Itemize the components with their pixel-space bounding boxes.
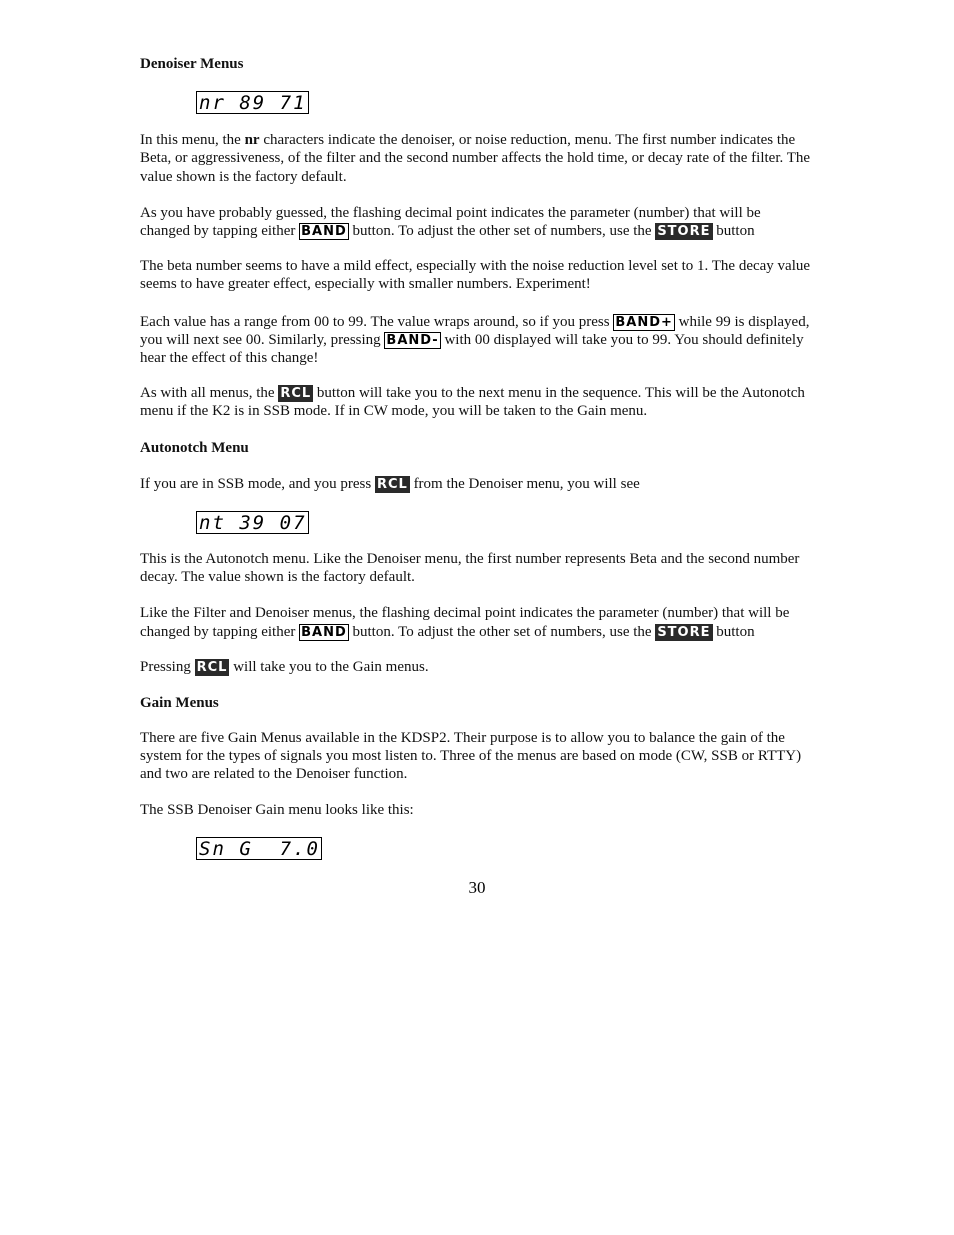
text: button. To adjust the other set of numbers, use the bbox=[348, 223, 656, 240]
paragraph bbox=[140, 658, 812, 676]
band-key-label: BAND bbox=[301, 224, 347, 240]
text: while 99 is displayed, you will next see 00. Similarly, pressing bbox=[140, 313, 810, 348]
text: button bbox=[712, 223, 755, 240]
section-heading-denoiser: Denoiser Menus bbox=[140, 56, 244, 72]
paragraph bbox=[140, 384, 812, 420]
paragraph bbox=[140, 604, 812, 640]
paragraph bbox=[140, 313, 812, 368]
text: As you have probably guessed, the flashing decimal point indicates the parameter (number) that will be changed by tapping either bbox=[140, 204, 761, 240]
text: from the Denoiser menu, you will see bbox=[409, 475, 640, 492]
paragraph: The beta number seems to have a mild effect, especially with the noise reduction level set to 1. The decay value seems to have greater effect, especially with smaller numbers. Experiment! bbox=[140, 258, 811, 293]
paragraph bbox=[140, 475, 812, 493]
text: In this menu, the bbox=[140, 132, 245, 149]
text: button will take you to the next menu in the sequence. This will be the Autonotch menu if the K2 is in SSB mode. If in CW mode, you will be taken to the Gain menu. bbox=[140, 385, 805, 420]
text: Pressing bbox=[140, 658, 195, 675]
lcd-display-gain: Sn G 7.0 bbox=[196, 837, 322, 860]
text: characters indicate the denoiser, or noise reduction, menu. The first number indicates the Beta, or aggressiveness, of the filter and the second number affects the hold time, or decay rate of the filter. The value shown is the factory default. bbox=[140, 132, 811, 185]
text: with 00 displayed will take you to 99. You should definitely hear the effect of this change! bbox=[140, 331, 804, 367]
paragraph: There are five Gain Menus available in the KDSP2. Their purpose is to allow you to balance the gain of the system for the types of signals you most listen to. Three of the menus are based on mode (CW, SSB or RTTY) and two are related to the Denoiser function. bbox=[140, 730, 802, 783]
text: Like the Filter and Denoiser menus, the flashing decimal point indicates the parameter (number) that will be changed by tapping either bbox=[140, 605, 790, 640]
rcl-key-label: RCL bbox=[196, 659, 228, 675]
section-heading-autonotch: Autonotch Menu bbox=[140, 439, 249, 456]
store-key-label: STORE bbox=[657, 624, 711, 640]
lcd-display-row bbox=[196, 511, 812, 534]
text: Each value has a range from 00 to 99. The value wraps around, so if you press bbox=[140, 313, 614, 330]
text: button bbox=[712, 623, 755, 640]
text: button. To adjust the other set of numbers, use the bbox=[348, 623, 656, 640]
band-minus-key-label: BAND- bbox=[386, 332, 439, 348]
paragraph: This is the Autonotch menu. Like the Denoiser menu, the first number represents Beta and the second number decay. The value shown is the factory default. bbox=[140, 551, 800, 586]
band-key-label: BAND bbox=[301, 624, 347, 640]
band-plus-key-label: BAND+ bbox=[615, 314, 673, 330]
bold-text: nr bbox=[244, 132, 260, 149]
rcl-key-label: RCL bbox=[280, 386, 312, 402]
store-key-label: STORE bbox=[657, 224, 711, 240]
rcl-key-label: RCL bbox=[376, 476, 408, 492]
document-page bbox=[140, 55, 812, 860]
lcd-display-row bbox=[196, 837, 812, 860]
lcd-display-denoiser: nr 89 71 bbox=[196, 91, 309, 114]
paragraph bbox=[140, 131, 812, 186]
paragraph: The SSB Denoiser Gain menu looks like this: bbox=[140, 801, 414, 818]
paragraph bbox=[140, 204, 812, 240]
text: As with all menus, the bbox=[140, 385, 279, 402]
lcd-display-row bbox=[196, 91, 812, 114]
lcd-display-autonotch: nt 39 07 bbox=[196, 511, 309, 534]
text: If you are in SSB mode, and you press bbox=[140, 475, 375, 492]
text: will take you to the Gain menus. bbox=[229, 658, 429, 675]
section-heading-gain: Gain Menus bbox=[140, 695, 219, 712]
page-number: 30 bbox=[468, 878, 486, 897]
